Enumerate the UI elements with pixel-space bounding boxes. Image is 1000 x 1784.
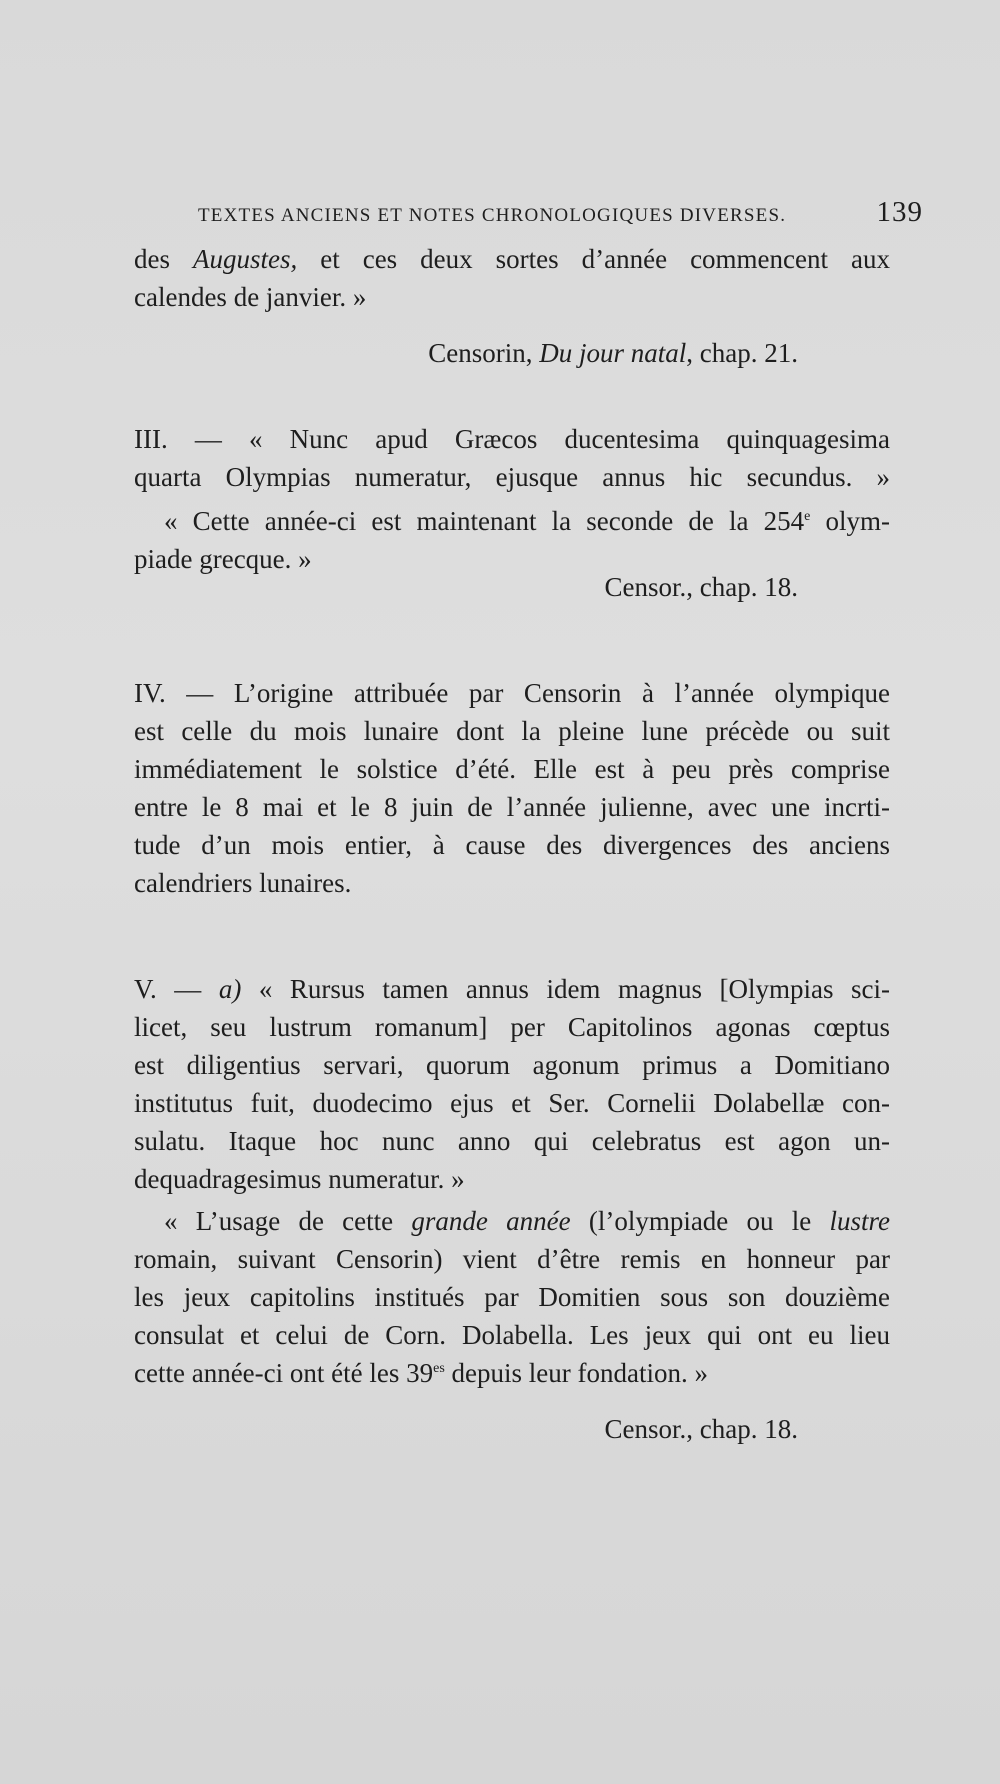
text-fragment: « Cette année-ci est maintenant la seconde de la 254 (164, 506, 805, 536)
superscript: es (433, 1361, 445, 1376)
section-5-line: licet, seu lustrum romanum] per Capitolinos agonas cœptus (134, 1012, 890, 1042)
running-header (198, 196, 923, 229)
section-5-line: sulatu. Itaque hoc nunc anno qui celebratus est agon un- (134, 1126, 890, 1156)
page-number: 139 (876, 196, 923, 228)
text-line: calendes de janvier. » (134, 282, 367, 312)
citation: Censor., chap. 18. (604, 1414, 798, 1444)
text-fragment: depuis leur fondation. » (444, 1358, 708, 1388)
citation: Censor., chap. 18. (604, 572, 798, 602)
citation (134, 334, 890, 372)
superscript: e (804, 509, 811, 524)
section-4 (134, 674, 890, 902)
section-4-line: IV. — L’origine attribuée par Censorin à l’année olympique (134, 678, 890, 708)
text-line: des Augustes, et ces deux sortes d’année commencent aux (134, 244, 890, 274)
text-fragment: V. — (134, 974, 219, 1004)
section-4-line: immédiatement le solstice d’été. Elle est à peu près comprise (134, 754, 890, 784)
section-5-line (134, 1354, 890, 1392)
section-5-line: romain, suivant Censorin) vient d’être remis en honneur par (134, 1244, 890, 1274)
citation-author: Censorin, (428, 338, 533, 368)
page-body (134, 240, 890, 1448)
section-4-line: tude d’un mois entier, à cause des divergences des anciens (134, 830, 890, 860)
section-4-line: entre le 8 mai et le 8 juin de l’année julienne, avec une incrti- (134, 792, 890, 822)
italic-word: Augustes, (192, 244, 298, 274)
text-fragment: cette année-ci ont été les 39 (134, 1358, 434, 1388)
text-fragment: (l’olympiade ou le (570, 1206, 830, 1236)
section-3-line: quarta Olympias numeratur, ejusque annus hic secundus. » (134, 462, 890, 492)
section-3-line (134, 502, 890, 540)
text-fragment: et ces deux sortes d’année commencent aux (320, 244, 890, 274)
section-3-line: piade grecque. » (134, 544, 312, 574)
text-fragment: « L’usage de cette (164, 1206, 412, 1236)
section-5-line: consulat et celui de Corn. Dolabella. Les jeux qui ont eu lieu (134, 1320, 890, 1350)
section-5-line (134, 1202, 890, 1240)
running-title: TEXTES ANCIENS ET NOTES CHRONOLOGIQUES DIVERSES. (198, 205, 787, 226)
section-3-line: III. — « Nunc apud Græcos ducentesima quinquagesima (134, 424, 890, 454)
section-5-line: les jeux capitolins institués par Domitien sous son douzième (134, 1282, 890, 1312)
citation-title: Du jour natal (539, 338, 687, 368)
text-fragment: « Rursus tamen annus idem magnus [Olympias sci- (241, 974, 890, 1004)
section-5-line: est diligentius servari, quorum agonum primus a Domitiano (134, 1050, 890, 1080)
section-4-line: calendriers lunaires. (134, 868, 352, 898)
italic-label: a) (218, 974, 242, 1004)
italic-phrase: grande année (411, 1206, 571, 1236)
section-4-line: est celle du mois lunaire dont la pleine lune précède ou suit (134, 716, 890, 746)
section-5-line: dequadragesimus numeratur. » (134, 1164, 465, 1194)
section-5-line (134, 970, 890, 1008)
section-5-line: institutus fuit, duodecimo ejus et Ser. Cornelii Dolabellæ con- (134, 1088, 890, 1118)
citation-chapter: , chap. 21. (686, 338, 798, 368)
italic-word: lustre (829, 1206, 890, 1236)
text-fragment: olym- (810, 506, 890, 536)
